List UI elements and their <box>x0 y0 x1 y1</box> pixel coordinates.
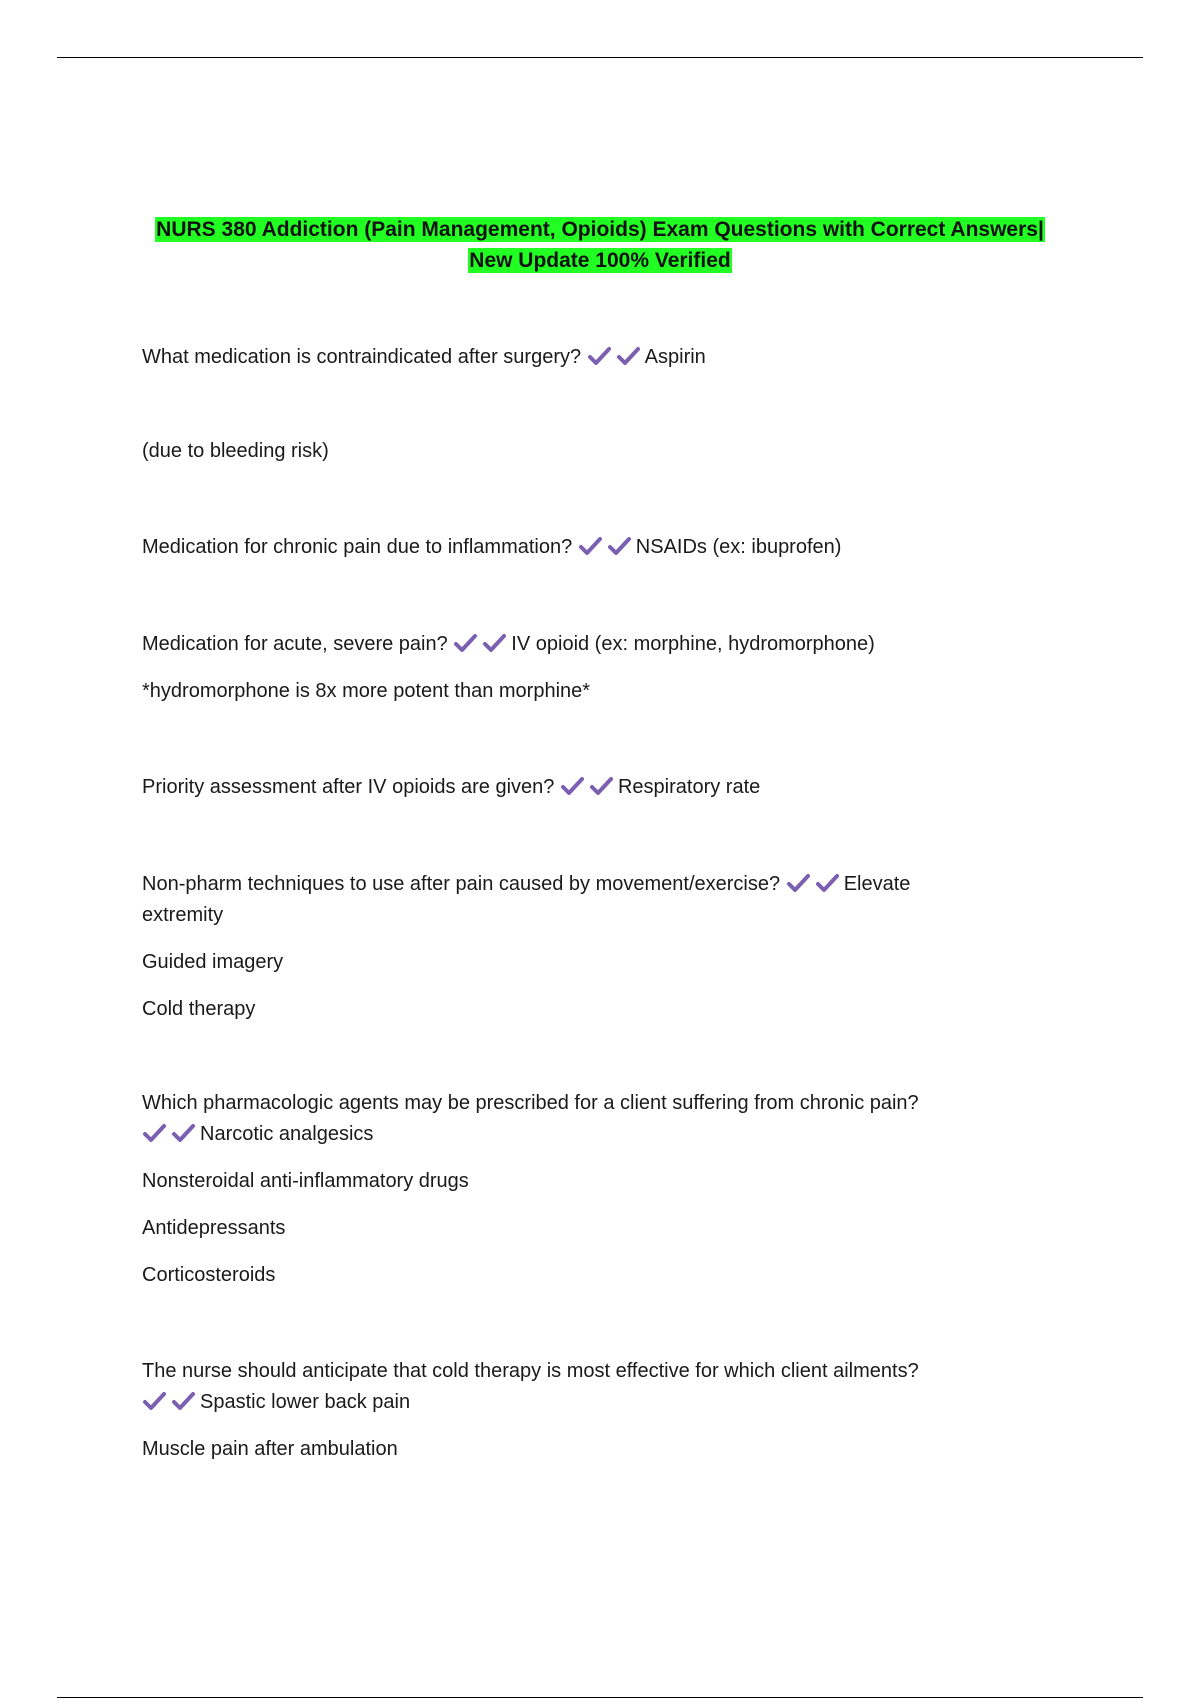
qa-item-6 <box>142 1088 1072 1291</box>
answer-text: Elevate <box>843 873 911 895</box>
double-check-icon <box>142 1123 200 1145</box>
answer-text: Narcotic analgesics <box>200 1123 374 1145</box>
header-rule <box>57 57 1143 58</box>
qa-note <box>142 436 1072 467</box>
qa-item-1 <box>142 342 1072 373</box>
answer-list-item: Muscle pain after ambulation <box>142 1438 398 1460</box>
answer-continuation: extremity <box>142 904 224 926</box>
question-text: The nurse should anticipate that cold therapy is most effective for which client ailments? <box>142 1360 919 1382</box>
question-text: Medication for acute, severe pain? <box>142 633 448 655</box>
answer-list-item: Cold therapy <box>142 998 256 1020</box>
qa-item-2 <box>142 532 1072 563</box>
qa-item-5 <box>142 869 1072 1025</box>
question-text: Priority assessment after IV opioids are given? <box>142 776 555 798</box>
answer-text: NSAIDs (ex: ibuprofen) <box>635 536 842 558</box>
qa-item-7 <box>142 1356 1072 1465</box>
answer-text: Respiratory rate <box>617 776 761 798</box>
answer-detail: *hydromorphone is 8x more potent than morphine* <box>142 680 591 702</box>
double-check-icon <box>578 536 636 558</box>
answer-list-item: Corticosteroids <box>142 1264 276 1286</box>
qa-item-3 <box>142 629 1072 707</box>
answer-list-item: Antidepressants <box>142 1217 286 1239</box>
question-text: What medication is contraindicated after surgery? <box>142 346 582 368</box>
answer-list-item: Guided imagery <box>142 951 284 973</box>
question-text: Which pharmacologic agents may be prescribed for a client suffering from chronic pain? <box>142 1092 919 1114</box>
answer-list-item: Nonsteroidal anti-inflammatory drugs <box>142 1170 469 1192</box>
question-text: Non-pharm techniques to use after pain caused by movement/exercise? <box>142 873 781 895</box>
note-text: (due to bleeding risk) <box>142 440 329 462</box>
question-text: Medication for chronic pain due to inflammation? <box>142 536 573 558</box>
double-check-icon <box>142 1391 200 1413</box>
footer-rule <box>57 1697 1143 1698</box>
double-check-icon <box>560 776 618 798</box>
double-check-icon <box>786 873 844 895</box>
answer-text: IV opioid (ex: morphine, hydromorphone) <box>511 633 875 655</box>
answer-text: Aspirin <box>644 346 706 368</box>
document-title <box>0 214 1200 276</box>
qa-item-4 <box>142 772 1072 803</box>
title-line-1: NURS 380 Addiction (Pain Management, Opioids) Exam Questions with Correct Answers| <box>156 218 1044 241</box>
double-check-icon <box>453 633 511 655</box>
title-line-2: New Update 100% Verified <box>469 249 731 272</box>
double-check-icon <box>587 346 645 368</box>
answer-text: Spastic lower back pain <box>200 1391 411 1413</box>
